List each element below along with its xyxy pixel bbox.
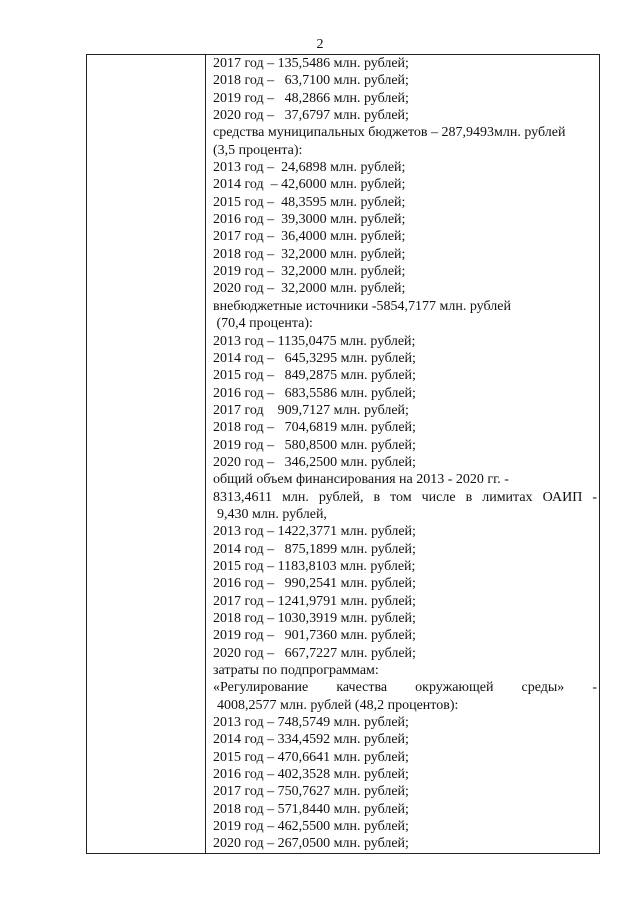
text-line: 9,430 млн. рублей, — [217, 506, 327, 522]
text-line: затраты по подпрограммам: — [213, 663, 379, 679]
text-line: 2014 год – 645,3295 млн. рублей; — [213, 350, 416, 366]
text-line: 2019 год – 462,5500 млн. рублей; — [213, 819, 409, 835]
text-line: 2018 год – 571,8440 млн. рублей; — [213, 801, 409, 817]
text-line: 2018 год – 32,2000 млн. рублей; — [213, 246, 406, 262]
text-line: 2019 год – 48,2866 млн. рублей; — [213, 90, 409, 106]
text-line: 2013 год – 1422,3771 млн. рублей; — [213, 524, 416, 540]
text-line: 2019 год – 901,7360 млн. рублей; — [213, 628, 416, 644]
text-line: 2020 год – 267,0500 млн. рублей; — [213, 836, 409, 852]
text-line: 2016 год – 402,3528 млн. рублей; — [213, 767, 409, 783]
text-line: 2018 год – 1030,3919 млн. рублей; — [213, 611, 416, 626]
text-line: 4008,2577 млн. рублей (48,2 процентов): — [217, 697, 459, 713]
text-line: 2016 год – 683,5586 млн. рублей; — [213, 385, 416, 401]
funding-table — [86, 54, 600, 854]
text-line: 2013 год – 24,6898 млн. рублей; — [213, 160, 406, 176]
column-divider — [205, 55, 206, 853]
text-line: 2014 год – 42,6000 млн. рублей; — [213, 177, 406, 193]
text-line: (70,4 процента): — [213, 316, 313, 332]
text-line: 2020 год – 667,7227 млн. рублей; — [213, 645, 416, 661]
text-line: 2017 год – 1241,9791 млн. рублей; — [213, 593, 416, 609]
text-line: 2020 год – 32,2000 млн. рублей; — [213, 281, 406, 297]
text-line: 2016 год – 990,2541 млн. рублей; — [213, 576, 416, 592]
text-line: 2015 год – 1183,8103 млн. рублей; — [213, 558, 416, 574]
text-line: 2019 год – 32,2000 млн. рублей; — [213, 264, 406, 280]
text-line: «Регулирование качества окружающей среды» - — [213, 680, 597, 696]
text-line: 2018 год – 63,7100 млн. рублей; — [213, 73, 409, 89]
text-line: средства муниципальных бюджетов – 287,9493млн. рублей — [213, 125, 566, 141]
text-line: 2016 год – 39,3000 млн. рублей; — [213, 212, 406, 228]
text-line: 2017 год – 135,5486 млн. рублей; — [213, 56, 409, 71]
text-line: 8313,4611 млн. рублей, в том числе в лимитах ОАИП - — [213, 489, 597, 505]
text-line: 2015 год – 470,6641 млн. рублей; — [213, 749, 409, 765]
text-line: (3,5 процента): — [213, 142, 303, 158]
funding-details-column — [213, 55, 597, 853]
text-line: 2017 год 909,7127 млн. рублей; — [213, 402, 409, 418]
text-line: 2020 год – 37,6797 млн. рублей; — [213, 108, 409, 124]
text-line: 2014 год – 334,4592 млн. рублей; — [213, 732, 409, 748]
text-line: 2017 год – 36,4000 млн. рублей; — [213, 229, 406, 245]
text-line: 2015 год – 48,3595 млн. рублей; — [213, 194, 406, 210]
text-line: 2013 год – 1135,0475 млн. рублей; — [213, 333, 416, 349]
page-number: 2 — [316, 37, 324, 52]
text-line: 2013 год – 748,5749 млн. рублей; — [213, 715, 409, 731]
text-line: 2020 год – 346,2500 млн. рублей; — [213, 454, 416, 470]
text-line: внебюджетные источники -5854,7177 млн. рублей — [213, 298, 511, 314]
text-line: 2014 год – 875,1899 млн. рублей; — [213, 541, 416, 557]
text-line: 2015 год – 849,2875 млн. рублей; — [213, 368, 416, 384]
text-line: общий объем финансирования на 2013 - 2020 гг. - — [213, 472, 509, 488]
text-line: 2019 год – 580,8500 млн. рублей; — [213, 437, 416, 453]
text-line: 2018 год – 704,6819 млн. рублей; — [213, 420, 416, 436]
text-line: 2017 год – 750,7627 млн. рублей; — [213, 784, 409, 800]
